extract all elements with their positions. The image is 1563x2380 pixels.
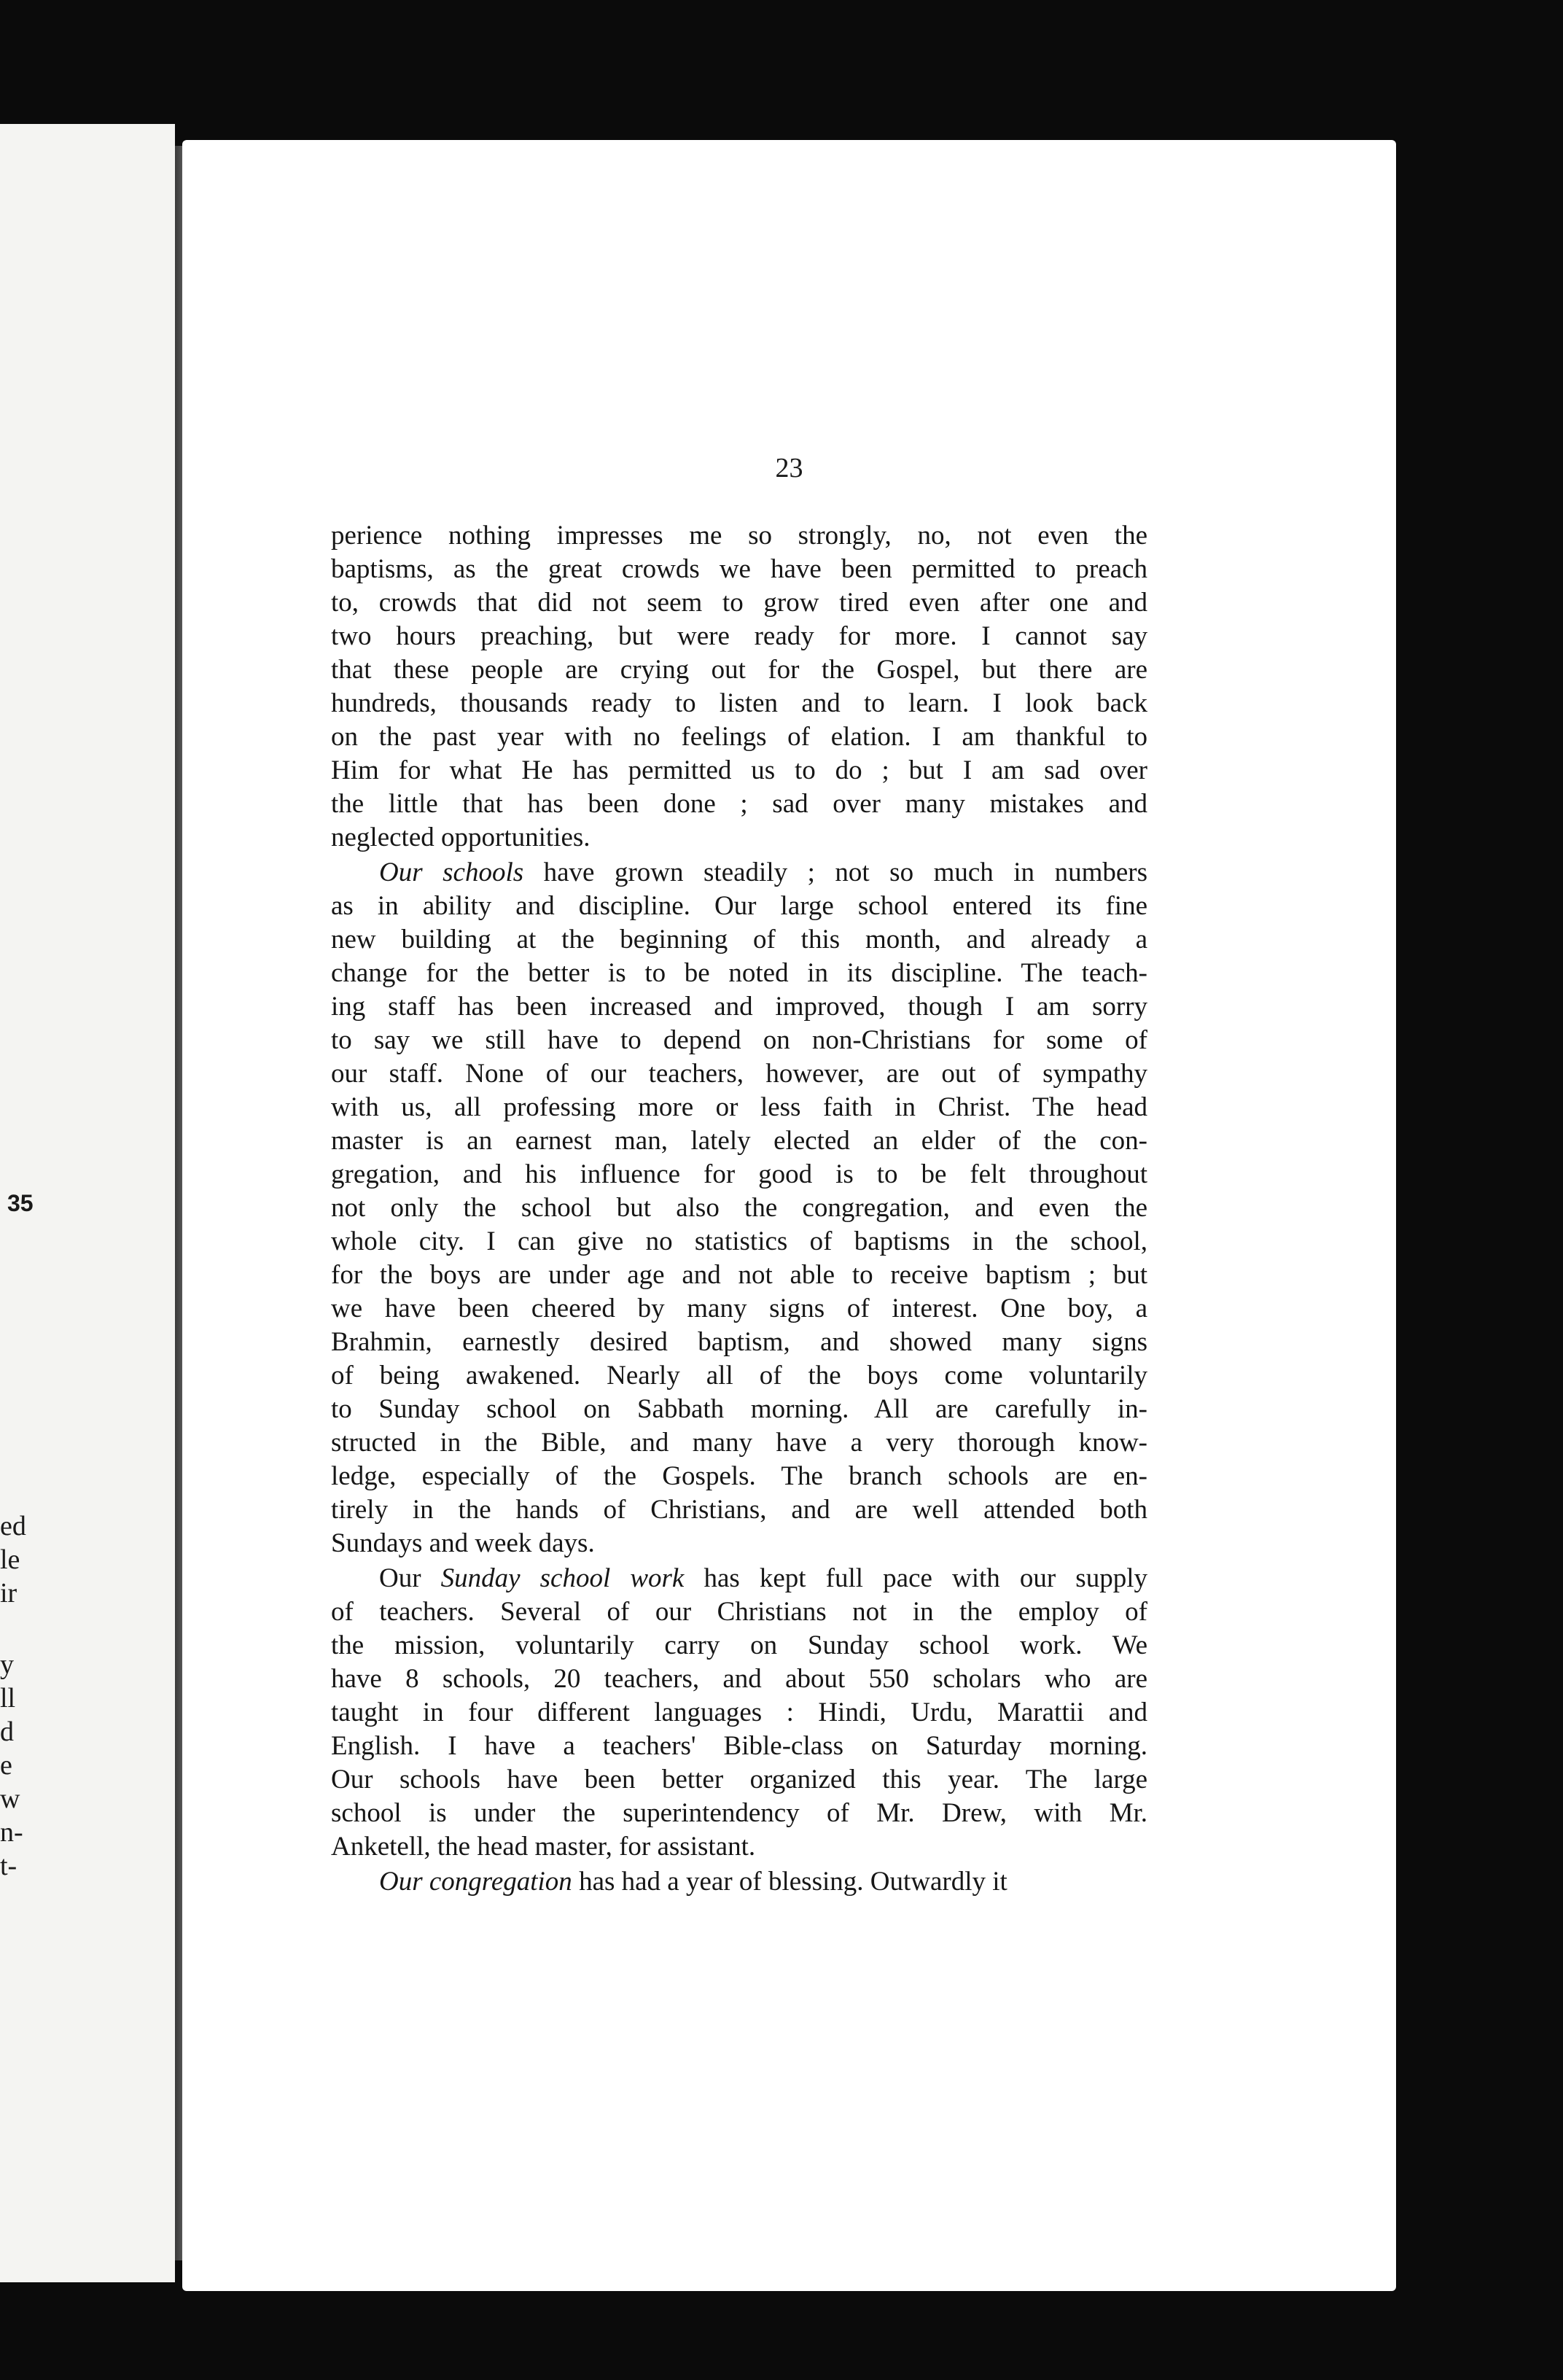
left-fragment-line: t-: [0, 1851, 17, 1881]
paragraph: [331, 519, 1147, 855]
text-line: [331, 890, 1147, 923]
text-line: [331, 1527, 1147, 1560]
text-run: neglected opportunities.: [331, 822, 590, 852]
text-line: [331, 1225, 1147, 1259]
text-run: tirely in the hands of Christians, and are well attended both: [331, 1495, 1147, 1525]
text-run: the little that has been done ; sad over many mistakes and: [331, 789, 1147, 819]
left-fragment-line: ll: [0, 1683, 16, 1714]
left-fragment-line: le: [0, 1544, 20, 1575]
left-fragment-line: n-: [0, 1817, 23, 1848]
text-line: [331, 923, 1147, 957]
text-run: English. I have a teachers' Bible-class on Saturday morning.: [331, 1731, 1147, 1761]
text-line: [331, 856, 1147, 890]
text-run: for the boys are under age and not able to receive baptism ; but: [331, 1260, 1147, 1290]
text-line: [331, 1426, 1147, 1460]
text-line: [331, 754, 1147, 788]
text-run: we have been cheered by many signs of interest. One boy, a: [331, 1294, 1147, 1323]
text-run: structed in the Bible, and many have a very thorough know-: [331, 1428, 1147, 1458]
text-run: taught in four different languages : Hindi, Urdu, Marattii and: [331, 1698, 1147, 1727]
text-run: of being awakened. Nearly all of the boys come voluntarily: [331, 1361, 1147, 1391]
text-line: [331, 1865, 1147, 1899]
page-number: 23: [775, 453, 803, 483]
text-line: [331, 586, 1147, 620]
text-run: Our schools have been better organized this year. The large: [331, 1765, 1147, 1794]
text-run: whole city. I can give no statistics of baptisms in the school,: [331, 1226, 1147, 1256]
text-line: [331, 990, 1147, 1024]
text-line: [331, 1830, 1147, 1864]
italic-heading-phrase: Our schools: [379, 858, 524, 887]
text-run: master is an earnest man, lately elected an elder of the con-: [331, 1126, 1147, 1156]
text-run: Anketell, the head master, for assistant.: [331, 1832, 756, 1862]
italic-heading-phrase: Sunday school work: [440, 1563, 685, 1593]
text-line: [331, 1696, 1147, 1730]
text-run: ledge, especially of the Gospels. The branch schools are en-: [331, 1461, 1147, 1491]
left-text-fragments-upper: [0, 1509, 26, 1610]
text-run: perience nothing impresses me so strongly, no, not even the: [331, 521, 1147, 551]
text-line: [331, 1763, 1147, 1797]
text-run: change for the better is to be noted in its discipline. The teach-: [331, 958, 1147, 988]
text-line: [331, 1662, 1147, 1696]
text-line: [331, 1024, 1147, 1057]
text-run: two hours preaching, but were ready for more. I cannot say: [331, 621, 1147, 651]
left-fragment-line: e: [0, 1750, 12, 1781]
left-fragment-line: ir: [0, 1578, 17, 1609]
text-line: [331, 1158, 1147, 1191]
text-run: Sundays and week days.: [331, 1528, 595, 1558]
text-run: to say we still have to depend on non-Christians for some of: [331, 1025, 1147, 1055]
text-run: have grown steadily ; not so much in numbers: [523, 858, 1147, 887]
left-page-edge: [0, 124, 175, 2282]
text-line: [331, 1091, 1147, 1124]
text-line: [331, 1326, 1147, 1359]
text-run: to, crowds that did not seem to grow tired even after one and: [331, 588, 1147, 618]
text-run: the mission, voluntarily carry on Sunday school work. We: [331, 1630, 1147, 1660]
text-line: [331, 1259, 1147, 1292]
text-line: [331, 1191, 1147, 1225]
text-line: [331, 1493, 1147, 1527]
text-run: ing staff has been increased and improved, though I am sorry: [331, 992, 1147, 1022]
text-line: [331, 1562, 1147, 1595]
text-run: has kept full pace with our supply: [684, 1563, 1147, 1593]
left-text-fragments-lower: [0, 1648, 23, 1883]
text-run: hundreds, thousands ready to listen and to learn. I look back: [331, 688, 1147, 718]
text-line: [331, 1595, 1147, 1629]
text-line: [331, 687, 1147, 720]
text-run: Brahmin, earnestly desired baptism, and showed many signs: [331, 1327, 1147, 1357]
text-line: [331, 553, 1147, 586]
text-run: of teachers. Several of our Christians not in the employ of: [331, 1597, 1147, 1627]
text-line: [331, 1797, 1147, 1830]
text-run: on the past year with no feelings of elation. I am thankful to: [331, 722, 1147, 752]
text-line: [331, 1393, 1147, 1426]
text-line: [331, 821, 1147, 855]
paragraph: [331, 1865, 1147, 1899]
text-run: as in ability and discipline. Our large school entered its fine: [331, 891, 1147, 921]
text-run: has had a year of blessing. Outwardly it: [572, 1867, 1007, 1897]
text-run: with us, all professing more or less faith in Christ. The head: [331, 1092, 1147, 1122]
text-run: to Sunday school on Sabbath morning. All are carefully in-: [331, 1394, 1147, 1424]
text-line: [331, 957, 1147, 990]
text-line: [331, 519, 1147, 553]
text-line: [331, 1359, 1147, 1393]
paragraph: [331, 1562, 1147, 1864]
text-run: that these people are crying out for the Gospel, but there are: [331, 655, 1147, 685]
text-run: Our: [379, 1563, 441, 1593]
text-run: gregation, and his influence for good is to be felt throughout: [331, 1159, 1147, 1189]
text-line: [331, 620, 1147, 653]
left-page-fragments: [0, 124, 175, 2282]
italic-heading-phrase: Our congregation: [379, 1867, 572, 1897]
text-line: [331, 1124, 1147, 1158]
left-fragment-line: w: [0, 1784, 20, 1814]
text-line: [331, 1292, 1147, 1326]
text-line: [331, 1730, 1147, 1763]
text-run: our staff. None of our teachers, however, are out of sympathy: [331, 1059, 1147, 1089]
text-run: school is under the superintendency of Mr. Drew, with Mr.: [331, 1798, 1147, 1828]
left-fragment-line: d: [0, 1716, 14, 1747]
right-page: [182, 140, 1396, 2291]
text-line: [331, 1057, 1147, 1091]
text-run: baptisms, as the great crowds we have been permitted to preach: [331, 554, 1147, 584]
left-fragment-line: ed: [0, 1511, 26, 1541]
text-line: [331, 653, 1147, 687]
text-run: have 8 schools, 20 teachers, and about 550 scholars who are: [331, 1664, 1147, 1694]
left-page-number: 35: [7, 1190, 34, 1216]
left-fragment-line: y: [0, 1649, 14, 1680]
text-run: new building at the beginning of this month, and already a: [331, 925, 1147, 954]
text-line: [331, 788, 1147, 821]
text-run: not only the school but also the congregation, and even the: [331, 1193, 1147, 1223]
paragraph: [331, 856, 1147, 1560]
text-line: [331, 1629, 1147, 1662]
text-line: [331, 720, 1147, 754]
text-line: [331, 1460, 1147, 1493]
body-text: [331, 519, 1147, 1900]
text-run: Him for what He has permitted us to do ; but I am sad over: [331, 755, 1147, 785]
